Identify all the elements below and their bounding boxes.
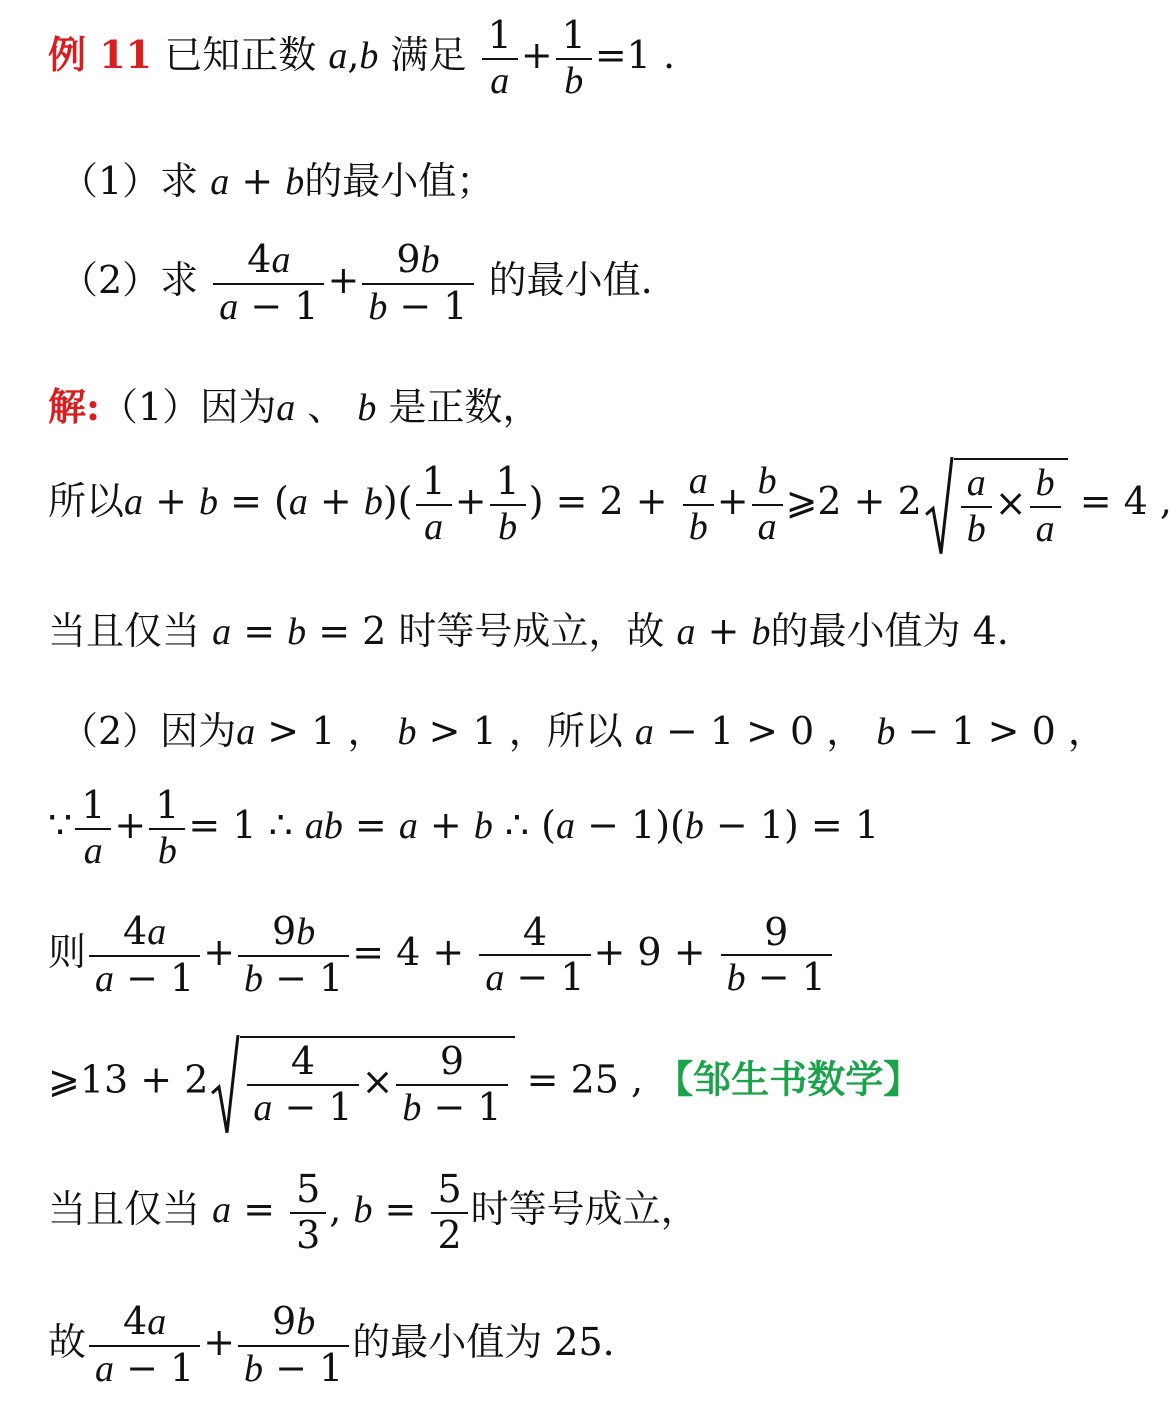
solution-line-4: （2）因为a > 1 ， b > 1 ，所以 a − 1 > 0 ， b − 1 > 0 ， — [60, 709, 1106, 753]
solution-line-5: ∵ $\frac{1}{a}$ + $\frac{1}{b}$ = 1 ∴ ab = a + b ∴ (a − 1)(b − 1) = 1 — [48, 783, 880, 872]
solution-line-1: 解:（1）因为a 、 b 是正数， — [48, 384, 541, 429]
square-root: $\frac{4}{a - 1}$ × $\frac{9}{b - 1}$ — [210, 1036, 514, 1130]
question-2: （2）求 $\frac{4a}{a - 1}$ + $\frac{9b}{b - 1}$ 的最小值. — [60, 237, 653, 328]
fraction: $\frac{4a}{a - 1}$ — [213, 238, 324, 329]
solution-line-8: 当且仅当 a = $\frac{5}{3}$ , b = $\frac{5}{2}$ 时等号成立， — [48, 1167, 699, 1257]
fraction: $\frac{1}{b}$ — [556, 14, 592, 103]
solution-label: 解: — [48, 384, 101, 429]
solution-line-6: 则 $\frac{4a}{a - 1}$ + $\frac{9b}{b - 1}$ = 4 + $\frac{4}{a - 1}$ + 9 + $\frac{9}{b - 1}$ — [48, 910, 835, 1001]
square-root: $\frac{a}{b}$ × $\frac{b}{a}$ — [924, 458, 1068, 551]
cond-text: 满足 — [390, 33, 467, 78]
solution-line-9: 故 $\frac{4a}{a - 1}$ + $\frac{9b}{b - 1}$ 的最小值为 25. — [48, 1299, 615, 1390]
brand-text: 【邹生书数学】 — [655, 1056, 922, 1102]
intro-text: 已知正数 — [164, 33, 317, 78]
solution-line-7: ⩾13 + 2 $\frac{4}{a - 1}$ × $\frac{9}{b - 1}$ = 25 , 【邹生书数学】 — [48, 1036, 921, 1130]
example-statement: 例 11 已知正数 a,b 满足 $\frac{1}{a}$ + $\frac{1}{b}$ =1 . — [48, 13, 676, 102]
solution-line-2: 所以a + b = (a + b)( $\frac{1}{a}$ + $\frac{1}{b}$ ) = 2 + $\frac{a}{b}$ + $\frac{b}{a}$ ⩾2 + 2 $\frac{a}{b}$ × $\frac{b}{a}$ = 4 , — [48, 458, 1172, 551]
fraction: $\frac{1}{a}$ — [482, 14, 518, 103]
question-1: （1）求 a + b的最小值； — [60, 159, 495, 203]
fraction: $\frac{9b}{b - 1}$ — [362, 238, 473, 329]
solution-line-3: 当且仅当 a = b = 2 时等号成立，故 a + b的最小值为 4. — [48, 609, 1009, 653]
example-label: 例 11 — [48, 32, 153, 78]
